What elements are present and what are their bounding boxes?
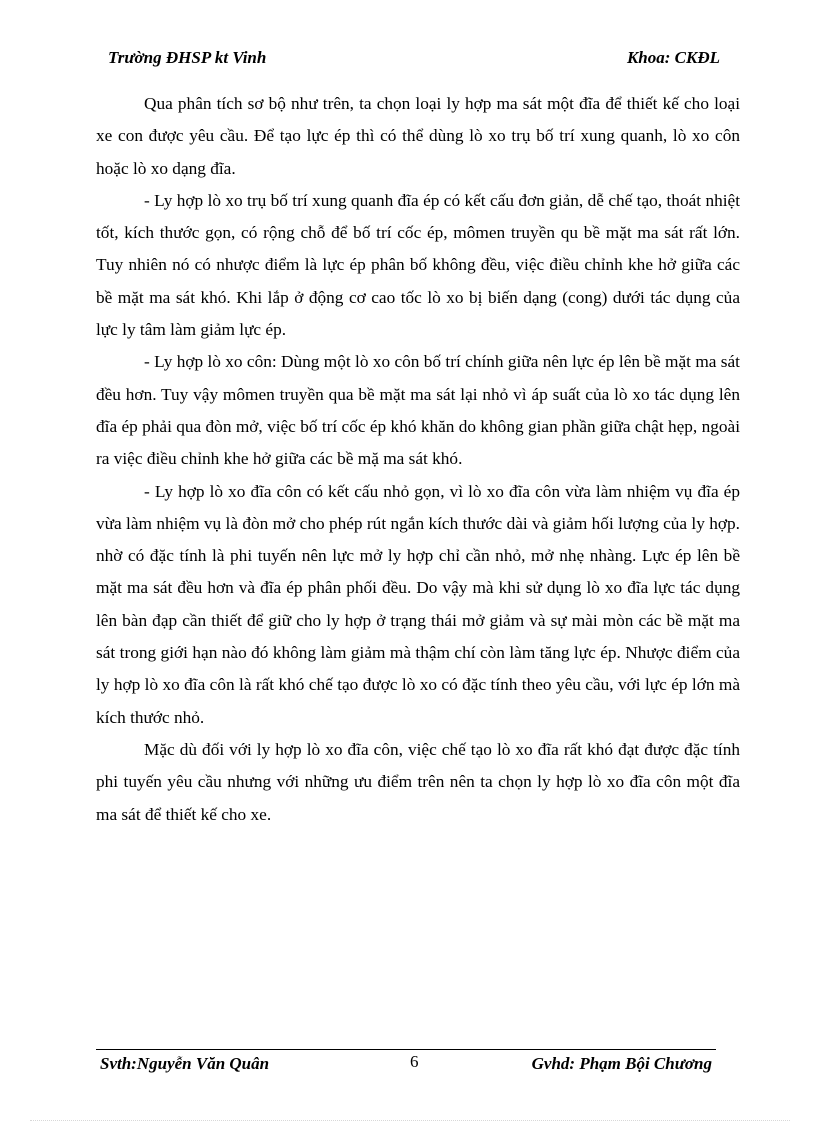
- student-name: Svth:Nguyễn Văn Quân: [100, 1054, 270, 1073]
- page-header: [108, 48, 720, 72]
- page-number: 6: [410, 1052, 419, 1071]
- paragraph: - Ly hợp lò xo đĩa côn có kết cấu nhỏ gọn, vì lò xo đĩa côn vừa làm nhiệm vụ đĩa ép vừa làm nhiệm vụ là đòn mở cho phép rút ngắn kích thước dài và giảm hối lượng của ly hợp. nhờ có đặc tính là phi tuyến nên lực mở ly hợp chỉ cần nhỏ, mở nhẹ nhàng. Lực ép lên bề mặt ma sát đều hơn và đĩa ép phân phối đều. Do vậy mà khi sử dụng lò xo đĩa lực tác dụng lên bàn đạp cần thiết để giữ cho ly hợp ở trạng thái mở giảm và sự mài mòn các bề mặt ma sát trong giới hạn nào đó không làm giảm mà thậm chí còn làm tăng lực ép. Nhược điểm của ly hợp lò xo đĩa côn là rất khó chế tạo được lò xo có đặc tính theo yêu cầu, với lực ép lớn mà kích thước nhỏ.: [96, 481, 740, 727]
- paragraph: - Ly hợp lò xo côn: Dùng một lò xo côn bố trí chính giữa nên lực ép lên bề mặt ma sát đều hơn. Tuy vậy mômen truyền qua bề mặt ma sát lại nhỏ vì áp suất của lò xo tác dụng lên đĩa ép phải qua đòn mở, việc bố trí cốc ép khó khăn do không gian phần giữa chật hẹp, ngoài ra việc điều chỉnh khe hở giữa các bề mặ ma sát khó.: [96, 352, 740, 469]
- footer-divider: [96, 1049, 716, 1050]
- document-body: [96, 88, 740, 831]
- page-footer: [100, 1054, 716, 1078]
- advisor-name: Gvhd: Phạm Bội Chương: [531, 1054, 712, 1073]
- faculty-name: Khoa: CKĐL: [626, 48, 720, 67]
- paragraph: - Ly hợp lò xo trụ bố trí xung quanh đĩa ép có kết cấu đơn giản, dễ chế tạo, thoát nhiệt tốt, kích thước gọn, có rộng chỗ để bố trí cốc ép, mômen truyền qu bề mặt ma sát rất lớn. Tuy nhiên nó có nhược điểm là lực ép phân bố không đều, việc điều chỉnh khe hở giữa các bề mặt ma sát khó. Khi lắp ở động cơ cao tốc lò xo bị biến dạng (cong) dưới tác dụng của lực ly tâm làm giảm lực ép.: [96, 190, 740, 340]
- paragraph: Qua phân tích sơ bộ như trên, ta chọn loại ly hợp ma sát một đĩa để thiết kế cho loại xe con được yêu cầu. Để tạo lực ép thì có thể dùng lò xo trụ bố trí xung quanh, lò xo côn hoặc lò xo dạng đĩa.: [96, 94, 740, 178]
- page-bottom-border: [30, 1120, 790, 1121]
- school-name: Trường ĐHSP kt Vinh: [108, 48, 267, 67]
- paragraph: Mặc dù đối với ly hợp lò xo đĩa côn, việc chế tạo lò xo đĩa rất khó đạt được đặc tính phi tuyến yêu cầu nhưng với những ưu điểm trên nên ta chọn ly hợp lò xo đĩa côn một đĩa ma sát để thiết kế cho xe.: [96, 739, 740, 824]
